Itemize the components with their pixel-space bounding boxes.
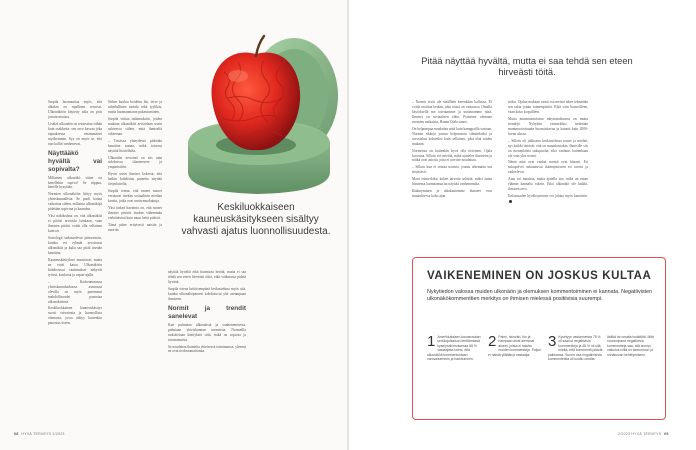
paragraph: – Silloin kun ei seuraa normia, joutuu tekemään sen tietoisesti.	[412, 165, 492, 175]
paragraph: Kun puhutaan ulkonäöstä ja vanhenemisesta, puhutaan yhteiskunnan normeista. Normeilla tarkoitetaan käsityksiä siitä, mikä on sopivaa ja tavanomaista.	[168, 322, 246, 342]
end-mark-icon	[509, 200, 512, 203]
right-pull-quote: Pitää näyttää hyvältä, mutta ei saa tehdä sen eteen hirveästi töitä.	[421, 56, 633, 78]
paragraph: Normien ulkonäköön liittyy myös yhteiskunnallisia. Se puoli kattaa vaikuttaa siihen, millaisia ulkonäköjä pidetään sopivina ja kauniina.	[48, 192, 102, 212]
paragraph: Sarpila toteaa, että monet nuoret vertaavat itseään sosiaalisen median kuviin, jotka ovat usein muokattuja.	[108, 189, 162, 204]
paragraph	[508, 194, 588, 204]
page-number: 69	[664, 432, 669, 436]
left-column-2	[108, 100, 162, 233]
paragraph: Sarpila toteaa kriittisempänä keskusteluna myös sitä, kuinka ulkonäköpaineet kohdistuvat yhä useampaan ihmiseen.	[168, 286, 246, 301]
paragraph: Sarpila huomauttaa myös, että aikakin on rajallinen resurssi. Ulkonäköön käytetty aika on pois jostain muusta.	[48, 100, 102, 119]
page-spine	[347, 0, 349, 450]
paragraph: Aina voi muuttaa, mutta ajatella itse, mikä on oman elämän kannalta oikein. Eikä ulkonäkö ole kaikki, ihmisen arvo.	[508, 177, 588, 192]
magazine-name: 2/2023 HYVÄ TERVEYS	[618, 432, 662, 436]
stat-number: 2	[488, 333, 497, 350]
stat-number: 3	[548, 333, 557, 350]
info-box	[412, 257, 666, 420]
page-number: 68	[14, 432, 19, 436]
pull-quote: Keskiluokkaiseen kauneuskäsitykseen sisältyy vahvasti ajatus luonnollisuudesta.	[181, 202, 331, 238]
paragraph: Yksi näkökulma on, että ulkonäköä ei pitäisi arvioida lainkaan, vaan ihmisen pitäisi voida olla sellainen kuin on.	[48, 214, 102, 234]
stat-item-continued	[607, 335, 663, 357]
paragraph: Kauneuskäsitykset muuttuvat, mutta ne eivät katoa. Ulkonäköön kohdistuvat vaatimukset näkyvät työssä, koulussa ja vapaa-ajalla.	[48, 257, 102, 277]
paragraph: Keskiluokkainen kauneuskäsitys suosii vaivatonta ja luonnollista olemusta, jossa näkyy kuitenkin panostus itseen.	[48, 306, 102, 326]
paragraph: miksi. Ojalan mukaan vaatii osa meistä tekee tekemään sen takia jotain toimenpiteitä. Eikä vain kauvoilleen, vaan koko kropalleen.	[508, 100, 588, 114]
right-column-1	[412, 100, 492, 199]
paragraph: Siihen kuuluu hoidettu iho, terve ja urheilullinen vartalo sekä tyylikäs, mutta huomaamaton pukeutuminen.	[108, 100, 162, 114]
stat-number: 1	[427, 333, 436, 350]
paragraph: Ikääntyminen ja aikakautemme ihanteet ovat muutoksessa koko ajan.	[412, 189, 492, 199]
stat-item	[548, 335, 604, 362]
paragraph: – Silloin oli julkisena keskustelussa naiset ja miehet, nyt kaikki tietävät, että on muunlaisiakin. Ihmisille siis on monenlaisia sukupuolia, eikä vanhuus kuitenkaan ole vain yksi normi.	[508, 138, 588, 158]
paragraph: Moni esimerkiksi kokee tarvetta selittää, miksi antaa hiustensa harmaantua tai näyttää vanhemmalta.	[412, 177, 492, 187]
folio-right	[618, 432, 669, 436]
closing-paragraph-text: Erilaisuuden hyväksyminen voi johtaa myös kaunisiin.	[508, 194, 588, 199]
section-heading: Normit ja trendit sanelevat	[168, 304, 246, 320]
paragraph: näyttää hyvältä eikä huomiota herätä, mutta ei saa tehdä sen eteen hirveästi töitä, eikä vaikutusta pidetä hyvänä.	[168, 270, 246, 284]
left-column-1	[48, 100, 102, 326]
paragraph: Normeista on kuitenkin hyvä olla tietoinen, Ojala korostaa. Silloin voi miettiä, mikä ajattelee ihmiseen ja mitkä ovat asioita, joita ei tarvitse noudattaa.	[412, 148, 492, 163]
paragraph: – Normit eivät ole sinällään kerenkään hallussa. Ei voida osoittaa ketään, joka niistä on vastuussa. Omalla käytöksellä me toteutamme ja uusinnamme niitä. Ihmiset on sosiaalisen eläin. Pyrimme olemaan normien mukaisia, Hanna Ojala sanoo.	[412, 100, 492, 124]
paragraph: Lisäksi ulkonäön on resurssina vähän kuin osakkeita: sen arvo kasvaa joka tapauksessa ensimmäiset myöhemmin. Syy on myös se, että nuo kalliit vanhenevat.	[48, 121, 102, 146]
paragraph: On helpompaa noudattaa niitä kuin kamppailla vastaan. Normin rikkoja joutuu helpommin silmätikuksi ja arvostelun kohteeksi kuin sellainen, joka elää niiden mukaan.	[412, 126, 492, 146]
paragraph: Ulkonäön arviointi on siis aina sidoksissa tilanteeseen ja ympäristöön.	[108, 155, 162, 170]
apple-in-ring-box-illustration	[168, 26, 346, 200]
paragraph: Hyvin usein ihmiset kokevat, että heihin kohdistuu paineita näyttää tietynlaiselta.	[108, 172, 162, 187]
info-box-lead: Nykytiedon valossa muiden ulkonäön ja olemuksen kommentoiminen ei kannata. Negatiivisten ulkonäkökommenttien merkitys on ihmisen mielessä positiivisia suurempi.	[427, 289, 653, 302]
folio-left	[14, 432, 65, 436]
magazine-name: HYVÄ TERVEYS 2/2023	[21, 432, 65, 436]
paragraph: – Korkeammassa yhteiskuntaluokassa asemassa olevilla on myös paremmat mahdollisuudet panostaa ulkonäköönsä.	[48, 279, 102, 304]
stat-text: äidiltä tai omalta isoäidiltä. Mitä nuorempana negatiivisia kommentteja saa, sitä isompi vaikutus niillä on itsetuntoon ja minäkuvan kehittymiseen.	[607, 335, 654, 357]
paragraph: – Toisessa yhteydessä pidetään kauniina samaa, mikä toisessa näyttää liioitellulta.	[108, 138, 162, 153]
paragraph: Se noudattaa ihanteita yhteisessä toiminnassa, yleensä ne ovat tiedostamattomia.	[168, 344, 246, 354]
stat-text: Kyselyyn vastanneista 75 % oli saanut negatiivisia kommentteja ja 48 % oli sitä mieltä, että kommentit pitävät paikkansa. Suurin osa negatiivisista kommenteista oli kuultu omalta	[548, 335, 603, 362]
paragraph: Sarpila viittaa tutkimuksiin, joiden mukaan ulkonäköä arvioidaan usein suhteessa siihen, mitä ihmiseltä odotetaan.	[108, 116, 162, 136]
paragraph: Millainen ulkonäkö sitten on kenellekin sopiva? Se riippuu, kenelle kysytään.	[48, 175, 102, 190]
section-heading: Näyttääkö hyvältä vai sopivalta?	[48, 149, 102, 173]
left-column-3	[168, 270, 246, 354]
stat-text: Palmi, hiusväri, iho ja hampaat olivat aiemmat alueet, joista ei haluttu muiden kommentteja. Paljon ei näistä yllättänyt vastaajia.	[488, 335, 542, 357]
paragraph: Sosiologit tarkastelevat päinvastoin, kuinka eri ryhmät arvottavat ulkonäköä ja kuka saa pitää itseään kauniina.	[48, 236, 102, 255]
stat-text: Amerikkalaisen kauneusalan verkkojulkaisun teettämässä kyselytutkimuksessa 88 % vastaajista totesi, että ulkonäköä kommentoidaan varovaisemmin ja harkitummin.	[427, 335, 481, 362]
paragraph: Tämä pätee erityisesti naisiin ja nuoriin.	[108, 222, 162, 232]
info-box-title: VAIKENEMINEN ON JOSKUS KULTAA	[427, 270, 652, 282]
paragraph: Yksi tärkeä havainto on, että monet ihmiset pitävät itseään vähemmän viehättävinä kuin muut heitä pitävät.	[108, 206, 162, 221]
right-column-2	[508, 100, 588, 204]
stat-item	[427, 335, 483, 362]
paragraph: Mutta monimuotoisena mkymuodinassa on mutta trendejä. Nykyään esimerkiksi tiedetään monimuotoisuutta huomioitavaa ja kauniit kuin 2000-luvun alussa.	[508, 116, 588, 136]
paragraph: Nämä asiat ovat vanhat normit ovat hitaasti. Eri sukupolvet suhtautuvat ikääntymiseen eri tavoin ja vaihtelevat.	[508, 160, 588, 175]
stat-item	[488, 335, 544, 357]
